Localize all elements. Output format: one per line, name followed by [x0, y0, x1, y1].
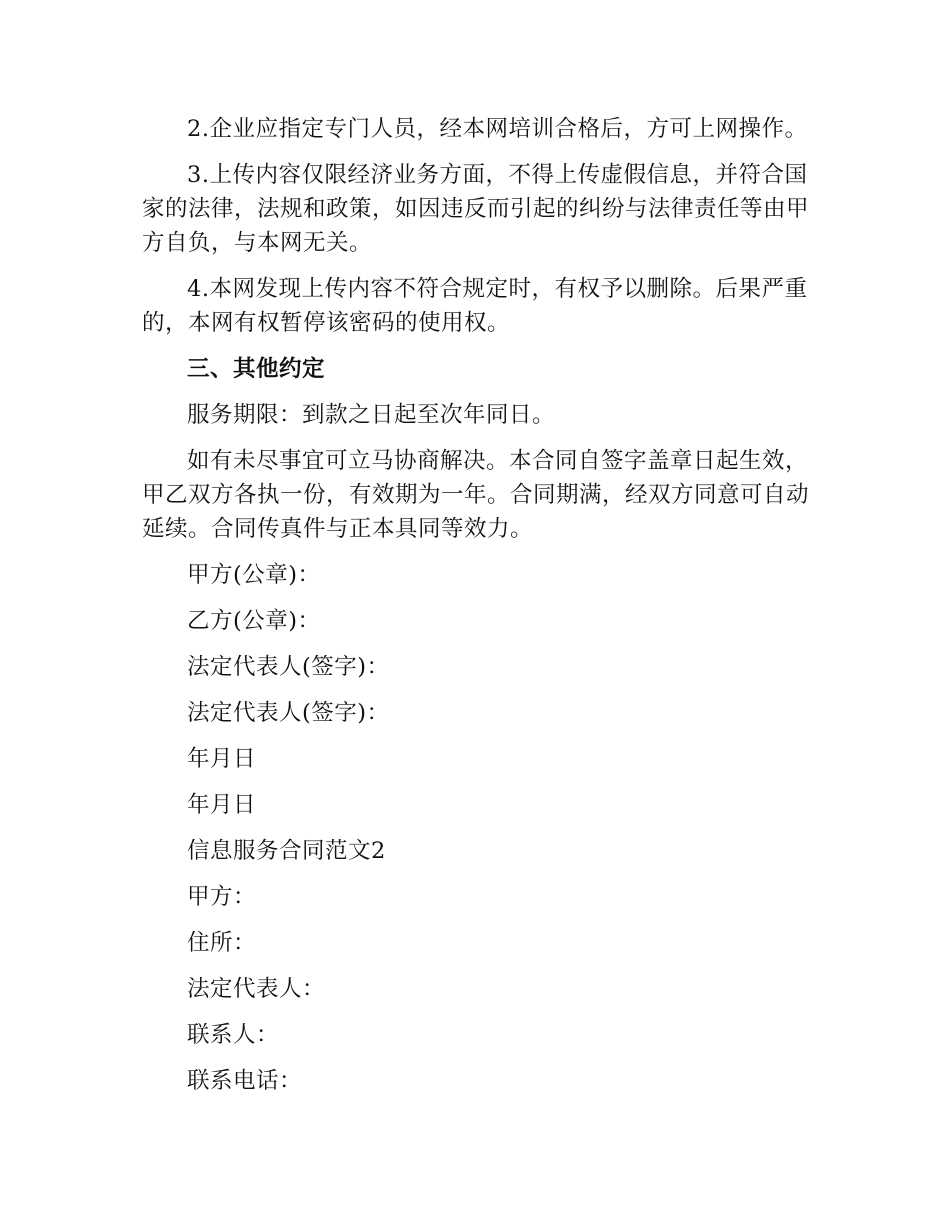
second-contract-title: 信息服务合同范文2: [187, 838, 386, 864]
party-a-seal-line: 甲方(公章)：: [187, 562, 321, 588]
section-heading-other-agreements: 三、其他约定: [187, 356, 326, 382]
contact-phone-field: 联系电话：: [187, 1068, 303, 1094]
closing-paragraph: 如有未尽事宜可立马协商解决。本合同自签字盖章日起生效，甲乙双方各执一份，有效期为一年。合同期满，经双方同意可自动延续。合同传真件与正本具同等效力。: [142, 448, 810, 542]
contact-person-field: 联系人：: [187, 1022, 280, 1048]
clause-4-paragraph: 4.本网发现上传内容不符合规定时，有权予以删除。后果严重的，本网有权暂停该密码的使用权。: [142, 276, 808, 336]
service-period-paragraph: 服务期限：到款之日起至次年同日。: [187, 402, 556, 428]
party-b-seal-line: 乙方(公章)：: [187, 608, 321, 634]
date-line-b: 年月日: [187, 792, 257, 818]
document-page: [142, 112, 814, 1110]
legal-rep-signature-line-b: 法定代表人(签字)：: [187, 700, 390, 726]
address-field: 住所：: [187, 930, 257, 956]
party-a-field: 甲方：: [187, 884, 257, 910]
date-line-a: 年月日: [187, 746, 257, 772]
clause-2-paragraph: 2.企业应指定专门人员，经本网培训合格后，方可上网操作。: [187, 116, 808, 142]
legal-rep-signature-line-a: 法定代表人(签字)：: [187, 654, 390, 680]
clause-3-paragraph: 3.上传内容仅限经济业务方面，不得上传虚假信息，并符合国家的法律，法规和政策，如因违反而引起的纠纷与法律责任等由甲方自负，与本网无关。: [142, 162, 810, 256]
legal-representative-field: 法定代表人：: [187, 976, 326, 1002]
